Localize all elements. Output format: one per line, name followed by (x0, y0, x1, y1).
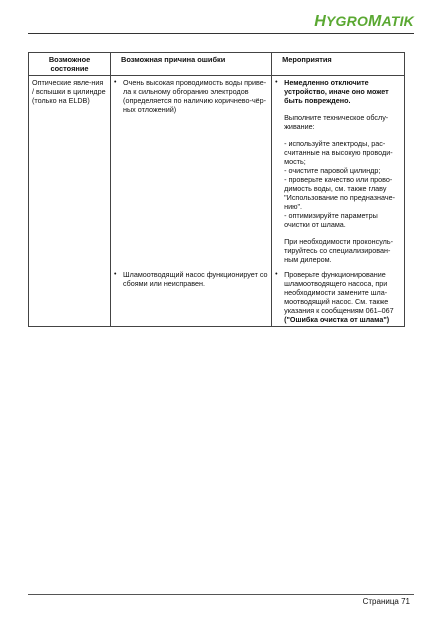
header-actions: Мероприятия (272, 53, 405, 76)
header-rule (28, 33, 414, 34)
bullet-icon: • (114, 271, 117, 278)
cause-cell-1 (111, 76, 272, 269)
bullet-icon: • (275, 271, 278, 278)
action-cell-1 (272, 76, 405, 269)
header-cause: Возможная причина ошибки (111, 53, 272, 76)
cause-text-2: Шламоотводящий насос функционирует со сбоями или неисправен. (123, 270, 268, 288)
cause-cell-2 (111, 268, 272, 327)
state-cell (29, 76, 111, 327)
troubleshooting-table (28, 52, 405, 327)
action-maintenance-intro: Выполните техническое обслу-живание: (284, 113, 389, 131)
hygromatik-logo: HYGROMATIK (314, 13, 414, 30)
action-pump-check: Проверьте функционирование шламоотводящего насоса, при необходимости замените шла-моотводящий насос. См. также указания к сообщениям 061–067 (284, 270, 394, 315)
footer-rule (28, 594, 414, 595)
action-cell-2 (272, 268, 405, 327)
action-warning: Немедленно отключите устройство, иначе оно может быть повреждено. (284, 78, 389, 105)
table-header-row (29, 53, 405, 76)
state-text: Оптические явле-ния / вспышки в цилиндре (только на ELDB) (32, 78, 106, 105)
action-pump-ref: ("Ошибка очистка от шлама") (284, 315, 390, 324)
action-dealer-note: При необходимости проконсуль-тируйтесь со специализирован-ным дилером. (284, 237, 393, 264)
cause-text-1: Очень высокая проводимость воды приве-ла к сильному обгоранию электродов (определяется по наличию коричнево-чёр-ных отложений) (123, 78, 267, 114)
bullet-icon: • (275, 79, 278, 86)
action-step: - используйте электроды, рас-считанные на высокую проводи-мость; (284, 139, 393, 166)
action-step: - проверьте качество или прово-димость воды, см. также главу "Использование по предназначе-нию". (284, 175, 395, 211)
action-step: - очистите паровой цилиндр; (284, 166, 381, 175)
page-number: Страница 71 (362, 597, 410, 606)
table-row (29, 76, 405, 269)
action-step: - оптимизируйте параметры очистки от шлама. (284, 211, 378, 229)
header-state: Возможное состояние (29, 53, 111, 76)
bullet-icon: • (114, 79, 117, 86)
